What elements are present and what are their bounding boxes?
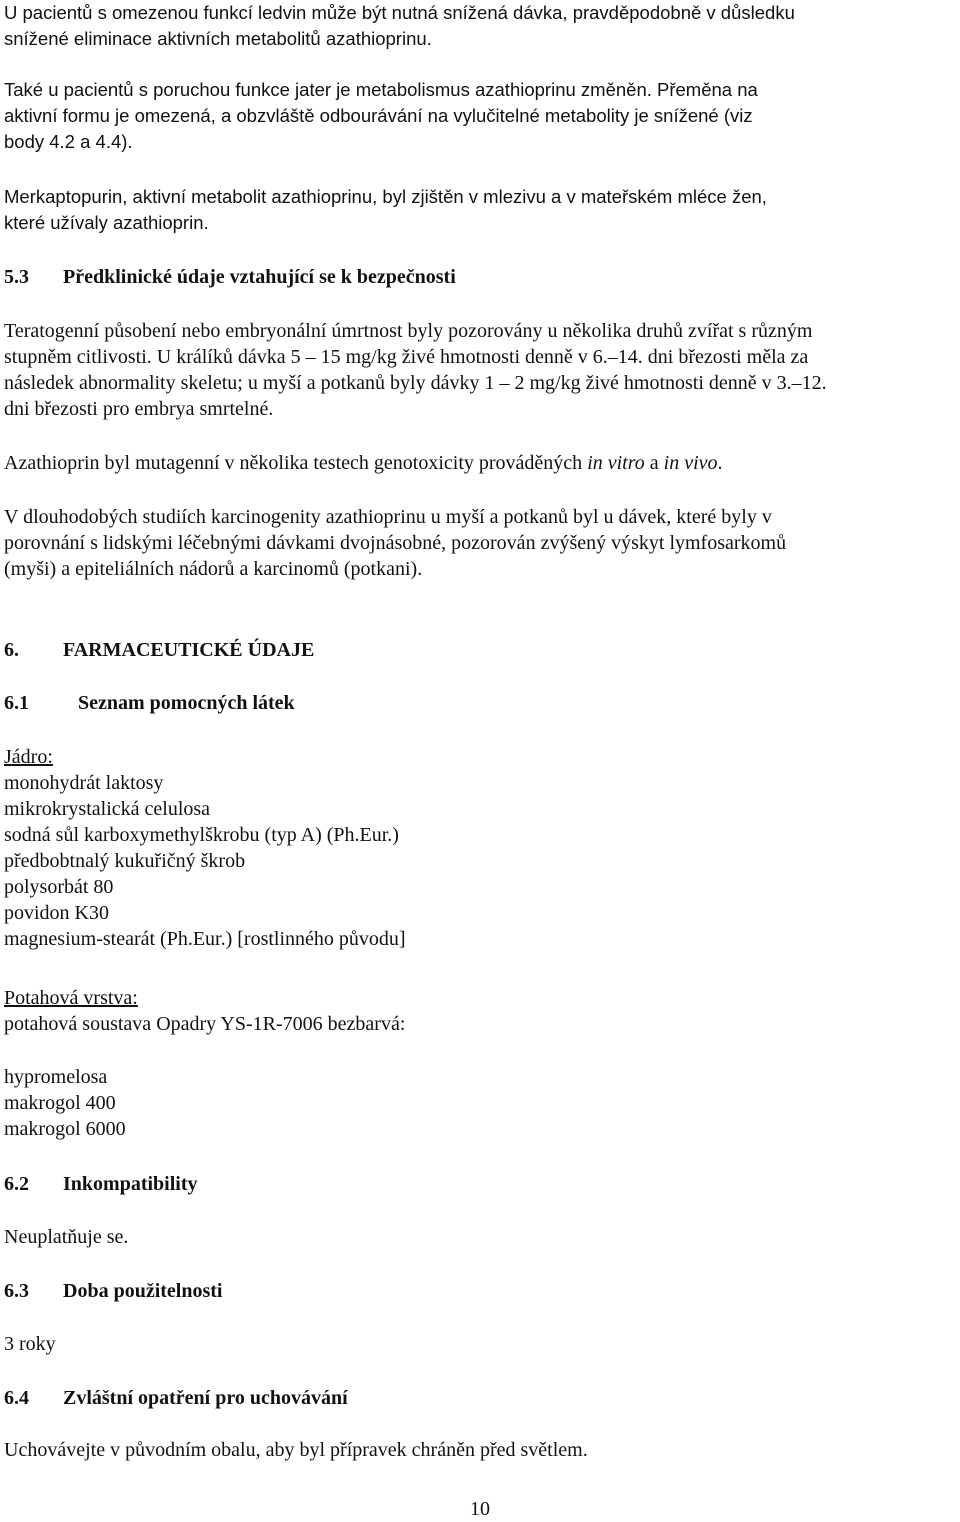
section-text-6-2 xyxy=(4,1224,949,1250)
section-title: Seznam pomocných látek xyxy=(78,692,295,714)
section-title: Předklinické údaje vztahující se k bezpečnosti xyxy=(63,266,456,288)
section-heading-6-1 xyxy=(4,690,949,716)
section-heading-6 xyxy=(4,637,949,663)
section-number: 6.4 xyxy=(4,1387,29,1409)
italic-term: in vitro xyxy=(587,452,645,474)
excipient-list-core xyxy=(4,744,949,952)
text-line: stupněm citlivosti. U králíků dávka 5 – 15 mg/kg živé hmotnosti denně v 6.–14. dni březosti měla za xyxy=(4,346,809,368)
list-label: Potahová vrstva: xyxy=(4,987,138,1009)
text-run: . xyxy=(717,452,723,474)
section-text-6-4 xyxy=(4,1437,949,1463)
section-heading-6-3 xyxy=(4,1278,949,1304)
text-line: V dlouhodobých studiích karcinogenity azathioprinu u myší a potkanů byl u dávek, které byly v xyxy=(4,506,772,528)
section-number: 6.2 xyxy=(4,1173,29,1195)
paragraph-carcinogenicity xyxy=(4,504,949,582)
section-title: Doba použitelnosti xyxy=(63,1280,223,1302)
section-text-6-3 xyxy=(4,1331,949,1357)
text-line: body 4.2 a 4.4). xyxy=(4,131,133,152)
text-line: snížené eliminace aktivních metabolitů azathioprinu. xyxy=(4,28,432,49)
list-item: makrogol 400 xyxy=(4,1092,116,1114)
text-line: Také u pacientů s poruchou funkce jater je metabolismus azathioprinu změněn. Přeměna na xyxy=(4,79,758,100)
text-line: porovnání s lidskými léčebnými dávkami dvojnásobné, pozorován zvýšený výskyt lymfosarkomů xyxy=(4,532,787,554)
section-heading-6-2 xyxy=(4,1171,949,1197)
paragraph-mutagenic xyxy=(4,450,949,476)
list-item: polysorbát 80 xyxy=(4,876,114,898)
section-number: 6.3 xyxy=(4,1280,29,1302)
coating-items xyxy=(4,1064,949,1142)
list-label: Jádro: xyxy=(4,746,53,768)
text-line xyxy=(4,450,949,476)
text-line: Teratogenní působení nebo embryonální úmrtnost byly pozorovány u několika druhů zvířat s různým xyxy=(4,320,813,342)
text-line: 3 roky xyxy=(4,1333,56,1355)
list-item: mikrokrystalická celulosa xyxy=(4,798,211,820)
italic-term: in vivo xyxy=(663,452,718,474)
text-line: dni březosti pro embrya smrtelné. xyxy=(4,398,274,420)
paragraph-teratogenic xyxy=(4,318,949,422)
list-item: potahová soustava Opadry YS-1R-7006 bezbarvá: xyxy=(4,1013,406,1035)
text-line: které užívaly azathioprin. xyxy=(4,212,209,233)
section-number: 6.1 xyxy=(4,692,29,714)
text-run: Azathioprin byl mutagenní v několika testech genotoxicity prováděných xyxy=(4,452,588,474)
text-line: aktivní formu je omezená, a obzvláště odbourávání na vylučitelné metabolity je snížené (viz xyxy=(4,105,753,126)
text-line: Neuplatňuje se. xyxy=(4,1226,129,1248)
section-number: 5.3 xyxy=(4,266,29,288)
paragraph-liver xyxy=(4,77,949,155)
section-title: Inkompatibility xyxy=(63,1173,198,1195)
text-line: Merkaptopurin, aktivní metabolit azathioprinu, byl zjištěn v mlezivu a v mateřském mléce žen, xyxy=(4,186,767,207)
list-item: hypromelosa xyxy=(4,1066,108,1088)
page-number: 10 xyxy=(470,1498,490,1520)
list-item: monohydrát laktosy xyxy=(4,772,164,794)
section-heading-5-3 xyxy=(4,264,949,290)
list-item: povidon K30 xyxy=(4,902,109,924)
section-heading-6-4 xyxy=(4,1385,949,1411)
excipient-list-coating xyxy=(4,985,949,1037)
paragraph-renal xyxy=(4,0,949,52)
text-line: U pacientů s omezenou funkcí ledvin může být nutná snížená dávka, pravděpodobně v důsledku xyxy=(4,2,795,23)
list-item: magnesium-stearát (Ph.Eur.) [rostlinného původu] xyxy=(4,928,406,950)
paragraph-mercaptopurine xyxy=(4,184,949,236)
text-line: Uchovávejte v původním obalu, aby byl přípravek chráněn před světlem. xyxy=(4,1439,588,1461)
section-title: FARMACEUTICKÉ ÚDAJE xyxy=(63,639,315,661)
text-run: a xyxy=(644,452,664,474)
section-number: 6. xyxy=(4,639,19,661)
list-item: sodná sůl karboxymethylškrobu (typ A) (Ph.Eur.) xyxy=(4,824,399,846)
text-line: následek abnormality skeletu; u myší a potkanů byly dávky 1 – 2 mg/kg živé hmotnosti denně v 3.–12. xyxy=(4,372,827,394)
list-item: předbobtnalý kukuřičný škrob xyxy=(4,850,246,872)
list-item: makrogol 6000 xyxy=(4,1118,126,1140)
text-line: (myši) a epiteliálních nádorů a karcinomů (potkani). xyxy=(4,558,423,580)
section-title: Zvláštní opatření pro uchovávání xyxy=(63,1387,348,1409)
